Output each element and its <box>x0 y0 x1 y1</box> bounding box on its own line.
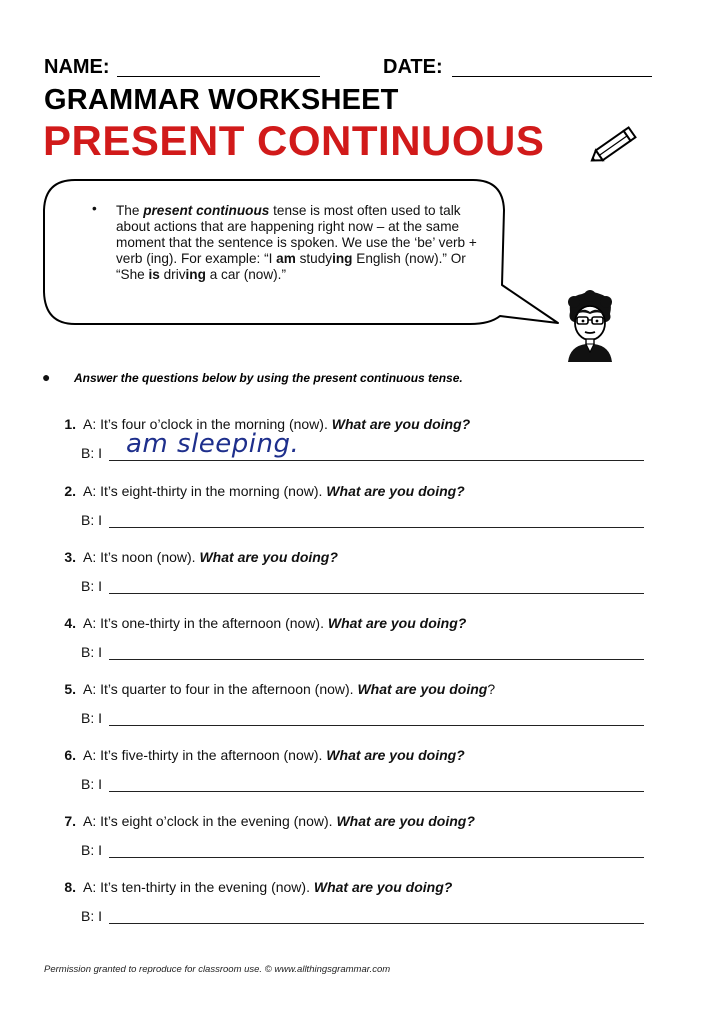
handwritten-answer: am sleeping. <box>126 429 300 459</box>
answer-label: B: I <box>81 512 103 528</box>
question-text: A: It’s ten-thirty in the evening (now). What are you doing? <box>83 879 453 895</box>
question-number: 1. <box>64 416 76 432</box>
question-text: A: It’s one-thirty in the afternoon (now). What are you doing? <box>83 615 467 631</box>
instruction-bullet: ● <box>42 369 51 385</box>
question-text: A: It’s eight o’clock in the evening (now). What are you doing? <box>83 813 475 829</box>
answer-line[interactable] <box>109 659 644 660</box>
question-number: 8. <box>64 879 76 895</box>
question-number: 6. <box>64 747 76 763</box>
bubble-bullet: • <box>92 201 97 216</box>
question-text: A: It’s eight-thirty in the morning (now). What are you doing? <box>83 483 465 499</box>
answer-line[interactable] <box>109 725 644 726</box>
answer-label: B: I <box>81 644 103 660</box>
answer-line[interactable] <box>109 857 644 858</box>
worksheet-title: GRAMMAR WORKSHEET <box>44 84 399 116</box>
question-text: A: It’s noon (now). What are you doing? <box>83 549 338 565</box>
question-text: A: It’s five-thirty in the afternoon (now). What are you doing? <box>83 747 465 763</box>
footer-text: Permission granted to reproduce for classroom use. © www.allthingsgrammar.com <box>44 964 391 975</box>
question-number: 5. <box>64 681 76 697</box>
question-number: 2. <box>64 483 76 499</box>
question-text: A: It’s four o’clock in the morning (now). What are you doing? <box>83 416 471 432</box>
date-label: DATE: <box>383 56 443 78</box>
instruction-text: Answer the questions below by using the present continuous tense. <box>74 371 463 385</box>
answer-label: B: I <box>81 710 103 726</box>
name-label: NAME: <box>44 56 110 78</box>
answer-line[interactable] <box>109 791 644 792</box>
bubble-text: The present continuous tense is most often used to talk about actions that are happening right now – at the same moment that the sentence is spoken. We use the ‘be’ verb + verb (ing). For example: “I am studying English (now).” Or “She is driving a car (now).” <box>116 203 477 282</box>
question-text: A: It’s quarter to four in the afternoon (now). What are you doing? <box>83 681 496 697</box>
answer-label: B: I <box>81 445 103 461</box>
answer-label: B: I <box>81 908 103 924</box>
answer-line[interactable] <box>109 593 644 594</box>
question-number: 7. <box>64 813 76 829</box>
worksheet-topic: PRESENT CONTINUOUS <box>43 117 545 164</box>
answer-line[interactable] <box>109 527 644 528</box>
answer-line[interactable] <box>109 923 644 924</box>
answer-label: B: I <box>81 842 103 858</box>
answer-label: B: I <box>81 578 103 594</box>
teacher-cartoon-icon <box>560 290 620 362</box>
question-number: 3. <box>64 549 76 565</box>
answer-line[interactable] <box>109 460 644 461</box>
question-number: 4. <box>64 615 76 631</box>
answer-label: B: I <box>81 776 103 792</box>
